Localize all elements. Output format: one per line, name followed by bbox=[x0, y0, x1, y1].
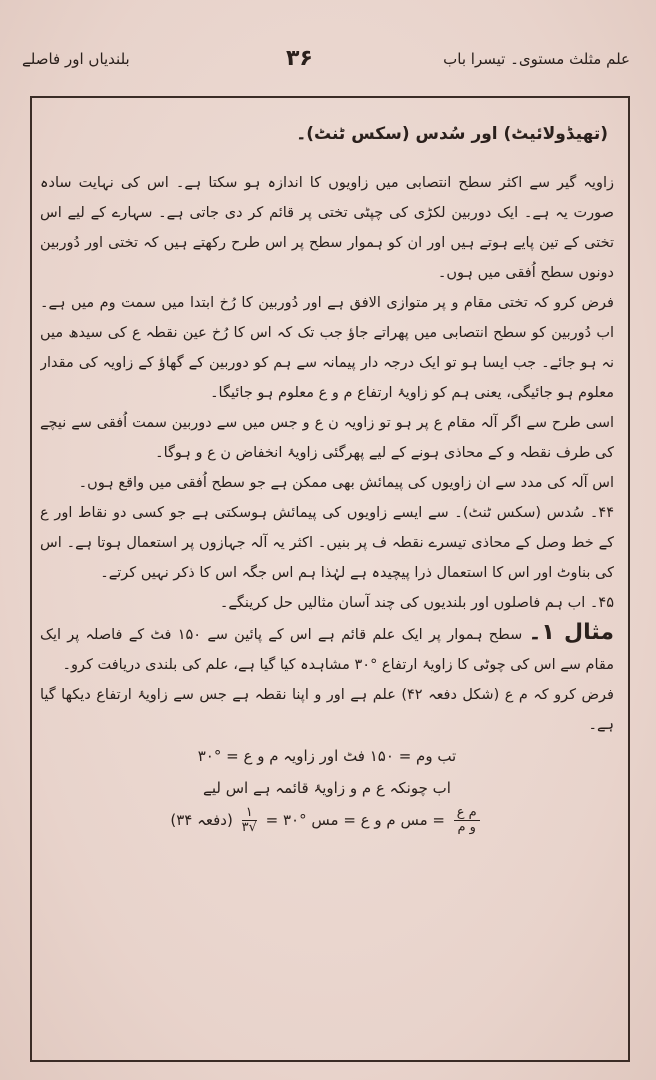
page-number: ۳۶ bbox=[286, 46, 313, 71]
section-title: (تھیڈولائیٹ) اور سُدس (سکس ٹنٹ)۔ bbox=[296, 124, 608, 144]
running-header-topic: بلندیاں اور فاصلے bbox=[22, 50, 130, 68]
paragraph-2: فرض کرو کہ تختی مقام و پر متوازی الافق ہے اور دُوربین کا رُخ ابتدا میں سمت وم میں ہے۔ اب دُوربین کو سطح انتصابی میں پھراتے جاؤ جب تک کہ اس کا رُخ عین نقطہ ع کی سیدھ میں نہ ہو جائے۔ جب ایسا ہو تو ایک درجہ دار پیمانہ سے ہم کو دوربین کے گھاؤ کے زاویہ کی مقدار معلوم ہو جائیگی، یعنی ہم کو زاویۂ ارتفاع م و ع معلوم ہو جائیگا۔ bbox=[40, 295, 614, 401]
example-label: مثال ۱۔ bbox=[528, 620, 614, 645]
equation-3 bbox=[40, 804, 614, 836]
paragraph-3: اسی طرح سے اگر آلہ مقام ع پر ہو تو زاویہ ن ع و جس میں سے دوربین سمت اُفقی سے نیچے کی طرف نقطہ و کے محاذی ہونے کے لیے پھرگئی زاویۂ انخفاض ن ع و ہوگا۔ bbox=[40, 415, 614, 461]
example-1 bbox=[40, 618, 614, 680]
fraction-lhs: $\frac{\text{م ع}}{\text{و م}}$ bbox=[454, 806, 480, 835]
equation-3-middle: = مس م و ع = مس °۳۰ = bbox=[265, 811, 445, 829]
solution-intro: فرض کرو کہ م ع (شکل دفعہ ۴۲) علم ہے اور و اپنا نقطہ ہے جس سے زاویۂ ارتفاع دیکھا گیا ہے۔ bbox=[40, 687, 614, 733]
equation-1: تب وم = ۱۵۰ فٹ اور زاویہ م و ع = °۳۰ bbox=[197, 747, 457, 765]
equation-2: اب چونکہ ع م و زاویۂ قائمہ ہے اس لیے bbox=[203, 779, 451, 797]
equation-3-reference: (دفعہ ۳۴) bbox=[170, 811, 233, 829]
example-text: سطح ہموار پر ایک علم قائم ہے اس کے پائین سے ۱۵۰ فٹ کے فاصلہ پر ایک مقام سے اس کی چوٹی کا زاویۂ ارتفاع °۳۰ مشاہدہ کیا گیا ہے، علم کی بلندی دریافت کرو۔ bbox=[40, 627, 614, 673]
paragraph-5: ۴۴۔ سُدس (سکس ٹنٹ)۔ سے ایسے زاویوں کی پیمائش ہوسکتی ہے جو کسی دو نقاط اور ع کے خط وصل کے محاذی تیسرے نقطہ ف پر بنیں۔ اکثر یہ آلہ جہازوں پر استعمال ہوتا ہے۔ اس کی بناوٹ اور اس کا استعمال ذرا پیچیدہ ہے لہٰذا ہم اس جگہ اس کا ذکر نہیں کرتے۔ bbox=[40, 505, 614, 581]
paragraph-1: زاویہ گیر سے اکثر سطح انتصابی میں زاویوں کا اندازہ ہو سکتا ہے۔ اس کی نہایت سادہ صورت یہ ہے۔ ایک دوربین لکڑی کی چپٹی تختی پر قائم کر دی جاتی ہے۔ سہارے کے لیے اس تختی کے تین پایے ہوتے ہیں اور ان کو ہموار سطح پر اس طرح رکھتے ہیں کہ تختی اور دُوربین دونوں سطح اُفقی میں ہوں۔ bbox=[40, 175, 614, 281]
page-body bbox=[40, 100, 614, 1050]
paragraph-4: اس آلہ کی مدد سے ان زاویوں کی پیمائش بھی ممکن ہے جو سطح اُفقی میں واقع ہوں۔ bbox=[78, 475, 614, 491]
fraction-rhs: $\frac{۱}{√۳}$ bbox=[241, 805, 257, 835]
paragraph-6: ۴۵۔ اب ہم فاصلوں اور بلندیوں کی چند آسان مثالیں حل کرینگے۔ bbox=[219, 595, 614, 611]
running-header-title: علم مثلث مستوی۔ تیسرا باب bbox=[443, 50, 630, 68]
